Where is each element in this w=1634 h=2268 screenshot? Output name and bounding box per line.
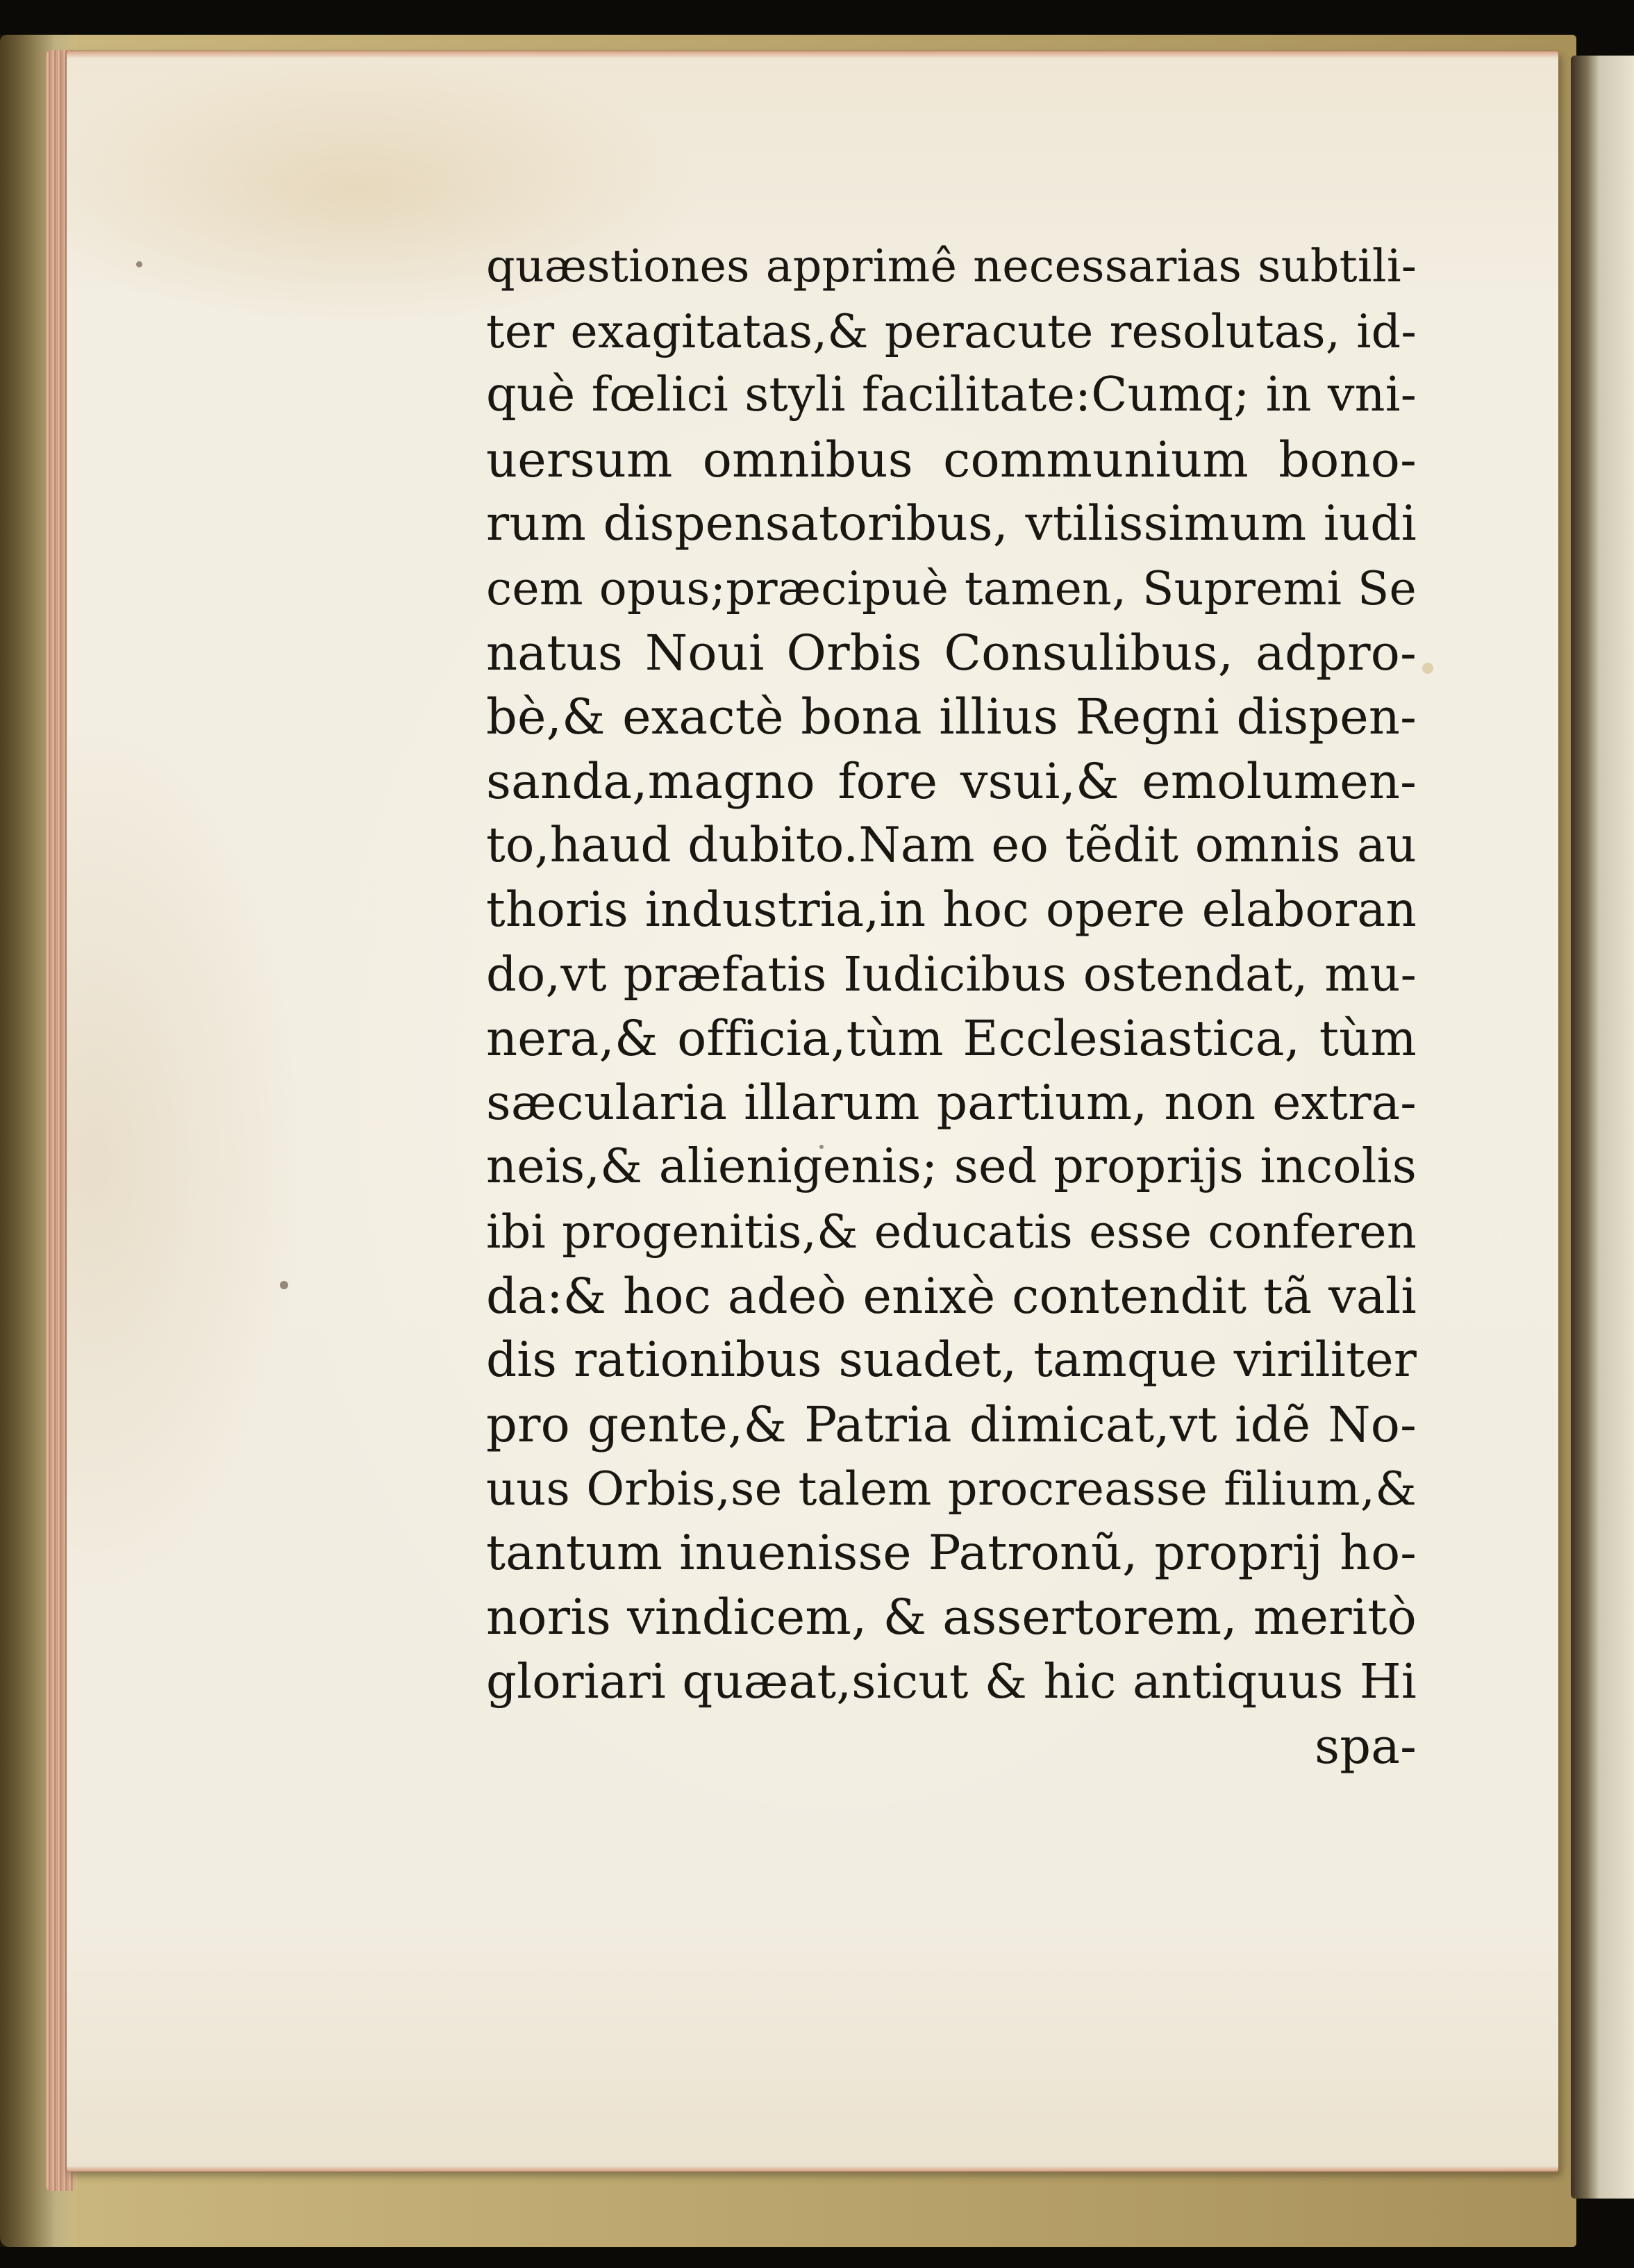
text-line: dis rationibus suadet, tamque viriliter (486, 1332, 1417, 1389)
text-line: da:& hoc adeò enixè contendit tã vali (486, 1267, 1417, 1325)
catchword: spa- (1315, 1717, 1417, 1775)
speck (136, 261, 142, 267)
text-line: ter exagitatas,& peracute resolutas, id- (486, 304, 1417, 358)
text-line: rum dispensatoribus, vtilissimum iudi (486, 496, 1417, 552)
text-line: què fœlici styli facilitate:Cumq; in vni- (486, 367, 1417, 423)
text-line: ibi progenitis,& educatis esse conferen (486, 1204, 1417, 1259)
text-line: nera,& officia,tùm Ecclesiastica, tùm (486, 1010, 1417, 1068)
text-line: quæstiones apprimê necessarias subtili- (486, 240, 1417, 292)
text-line: gloriari quæat,sicut & hic antiquus Hi (486, 1654, 1417, 1710)
text-block (486, 235, 1417, 1778)
text-line: do,vt præfatis Iudicibus ostendat, mu- (486, 946, 1417, 1002)
text-line: sanda,magno fore vsui,& emolumen- (486, 752, 1417, 810)
text-line: natus Noui Orbis Consulibus, adpro- (486, 624, 1417, 681)
speck (280, 1281, 288, 1289)
text-line: neis,& alienigenis; sed proprijs incolis (486, 1139, 1417, 1195)
text-line: uersum omnibus communium bono- (486, 431, 1417, 488)
text-line: sæcularia illarum partium, non extra- (486, 1074, 1417, 1131)
text-line: uus Orbis,se talem procreasse filium,& (486, 1462, 1417, 1516)
text-line: noris vindicem, & assertorem, meritò (486, 1589, 1417, 1646)
facing-page-edge (1571, 56, 1634, 2199)
text-line: to,haud dubito.Nam eo tẽdit omnis au (486, 818, 1417, 874)
text-line: pro gente,& Patria dimicat,vt idẽ No- (486, 1396, 1417, 1453)
text-line: tantum inuenisse Patronũ, proprij ho- (486, 1524, 1417, 1581)
speck (1422, 663, 1433, 674)
text-line: cem opus;præcipuè tamen, Supremi Se (486, 561, 1417, 615)
text-line: thoris industria,in hoc opere elaboran (486, 881, 1417, 938)
text-line: bè,& exactè bona illius Regni dispen- (486, 688, 1417, 746)
